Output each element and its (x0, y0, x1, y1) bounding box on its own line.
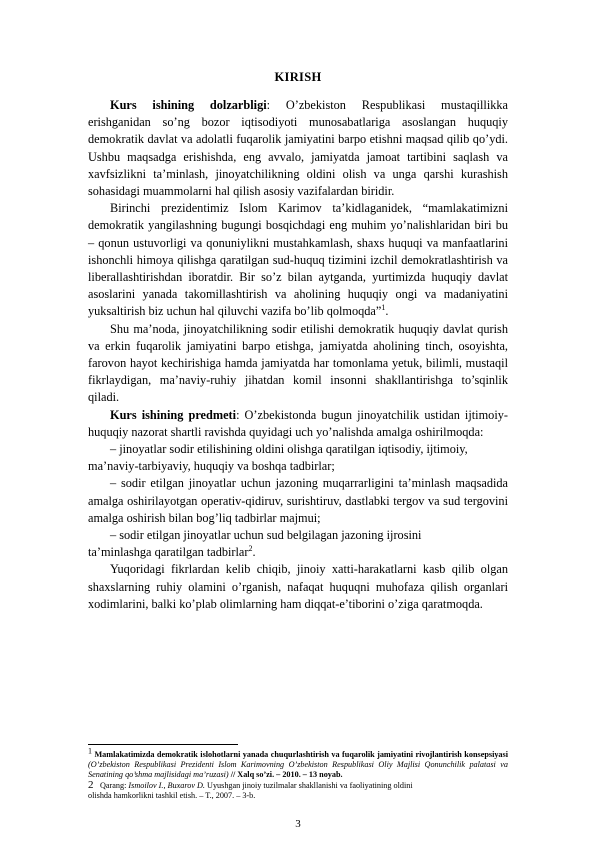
relevance-lead: Kurs ishining dolzarbligi (110, 98, 267, 112)
footnotes (88, 746, 508, 801)
section-title: KIRISH (274, 70, 322, 84)
footnote-2 (88, 780, 508, 791)
list-item-3-end: . (252, 545, 256, 560)
footnote-divider (88, 744, 238, 745)
subject-text: : O’zbekistonda bugun jinoyatchilik ustidan ijtimoiy-huquqiy nazorat shartli ravishda quyidagi uch yo’nalishda amalga oshirilmoqda: (88, 407, 508, 439)
paragraph-relevance (88, 97, 508, 200)
list-item-3-line-1: – sodir etilgan jinoyatlar uchun sud belgilagan jazoning ijrosini (110, 528, 422, 543)
quote-text: Birinchi prezidentimiz Islom Karimov ta’kidlaganidek, “mamlakatimizni demokratik yangilashning bugungi bosqichdagi eng muhim yo’nalishlaridan biri bu – qonun ustuvorligi va qonuniylikni mustahkamlash, shaxs huquqi va manfaatlarini ishonchli himoya qilishga qaratilgan sud-huquq tizimini izchil demokratlashtirish va liberallashtirishdan iboratdir. Bir so’z bilan aytganda, yurtimizda huquqiy davlat asoslarini yanada takomillashtirish va aholining huquqiy ongi va madaniyatini yuksaltirish biz uchun hal qiluvchi vazifa bo’lib qolmoqda” (88, 201, 508, 319)
footnote-2-line-2: olishda hamkorlikni tashkil etish. – T., 2007. – 3-b. (88, 791, 256, 800)
footnote-1 (88, 746, 508, 780)
subject-lead: Kurs ishining predmeti (110, 407, 237, 422)
relevance-text: : O’zbekiston Respublikasi mustaqillikka erishganidan so’ng bozor iqtisodiyoti munosabatlariga asoslangan huquqiy demokratik davlat va adolatli fuqarolik jamiyatini barpo etishni maqsad qilib qo’ydi. Ushbu maqsadga erishishda, eng avvalo, jamiyatda jamoat tartibini saqlash va xavfsizlikni ta’minlash, jinoyatchilikning oldini olish va unga qarshi kurashish sohasidagi muammolarni hal qilish asosiy vazifalardan biridir. (88, 98, 509, 199)
list-item-3-line-2 (88, 544, 508, 561)
paragraph-subject (88, 407, 508, 441)
list-item-1-line-1: – jinoyatlar sodir etilishining oldini olishga qaratilgan iqtisodiy, ijtimoiy, (110, 442, 468, 457)
footnote-1-title: Mamlakatimizda demokratik islohotlarni yanada chuqurlashtirish va fuqarolik jamiyatini rivojlantirish konsepsiyasi (92, 750, 508, 759)
footnote-2-authors: Ismoilov I., Buxarov D. (128, 781, 205, 790)
list-item-2: – sodir etilgan jinoyatlar uchun jazoning muqarrarligini ta’minlash maqsadida amalga oshirilayotgan operativ-qidiruv, surishtiruv, dastlabki tergov va sud tergovini amalga oshirish bilan bog’liq tadbirlar majmui; (88, 476, 508, 525)
footnote-1-tail: // Xalq so’zi. – 2010. – 13 noyab. (228, 770, 343, 779)
list-item-3-text: ta’minlashga qaratilgan tadbirlar (88, 545, 249, 560)
footnote-ref-1: 1 (381, 303, 386, 313)
paragraph-quote (88, 200, 508, 320)
body-text (88, 97, 508, 613)
page-number: 3 (295, 818, 301, 830)
quote-end: . (385, 304, 389, 319)
list-item-1-line-2: ma’naviy-tarbiyaviy, huquqiy va boshqa tadbirlar; (88, 459, 335, 474)
footnote-2-text: Uyushgan jinoiy tuzilmalar shakllanishi va faoliyatining oldini (204, 781, 413, 790)
footnote-2-number: 2 (88, 779, 94, 791)
footnote-ref-2: 2 (248, 544, 253, 554)
footnote-2-lead: Qarang: (100, 781, 129, 790)
paragraph-conclusion: Yuqoridagi fikrlardan kelib chiqib, jinoiy xatti-harakatlarni kasb qilib olgan shaxslarning ruhiy olamini o’rganish, nafaqat huquqni muhofaza qilish organlari xodimlarini, balki ko’plab olimlarning ham diqqat-e’tiborini o’ziga qaratmoqda. (88, 562, 508, 611)
footnote-1-number: 1 (88, 746, 92, 756)
meaning-text: Shu ma’noda, jinoyatchilikning sodir etilishi demokratik huquqiy davlat qurish va erkin fuqarolik jamiyatini barpo etishga, jamiyatda aholining tinch, osoyishta, farovon hayot kechirishiga hamda jamiyatda har tomonlama yetuk, bilimli, mustaqil fikrlaydigan, ma’naviy-ruhiy jihatdan komil insonni shakllantirishga to’sqinlik qiladi. (88, 321, 508, 405)
paragraph-meaning (88, 321, 508, 407)
footnote-1-source: (O’zbekiston Respublikasi Prezidenti Islom Karimovning O’zbekiston Respublikasi Oliy Majlisi Qonunchilik palatasi va Senatining qo’shma majlisidagi ma’ruzasi) (88, 760, 508, 779)
